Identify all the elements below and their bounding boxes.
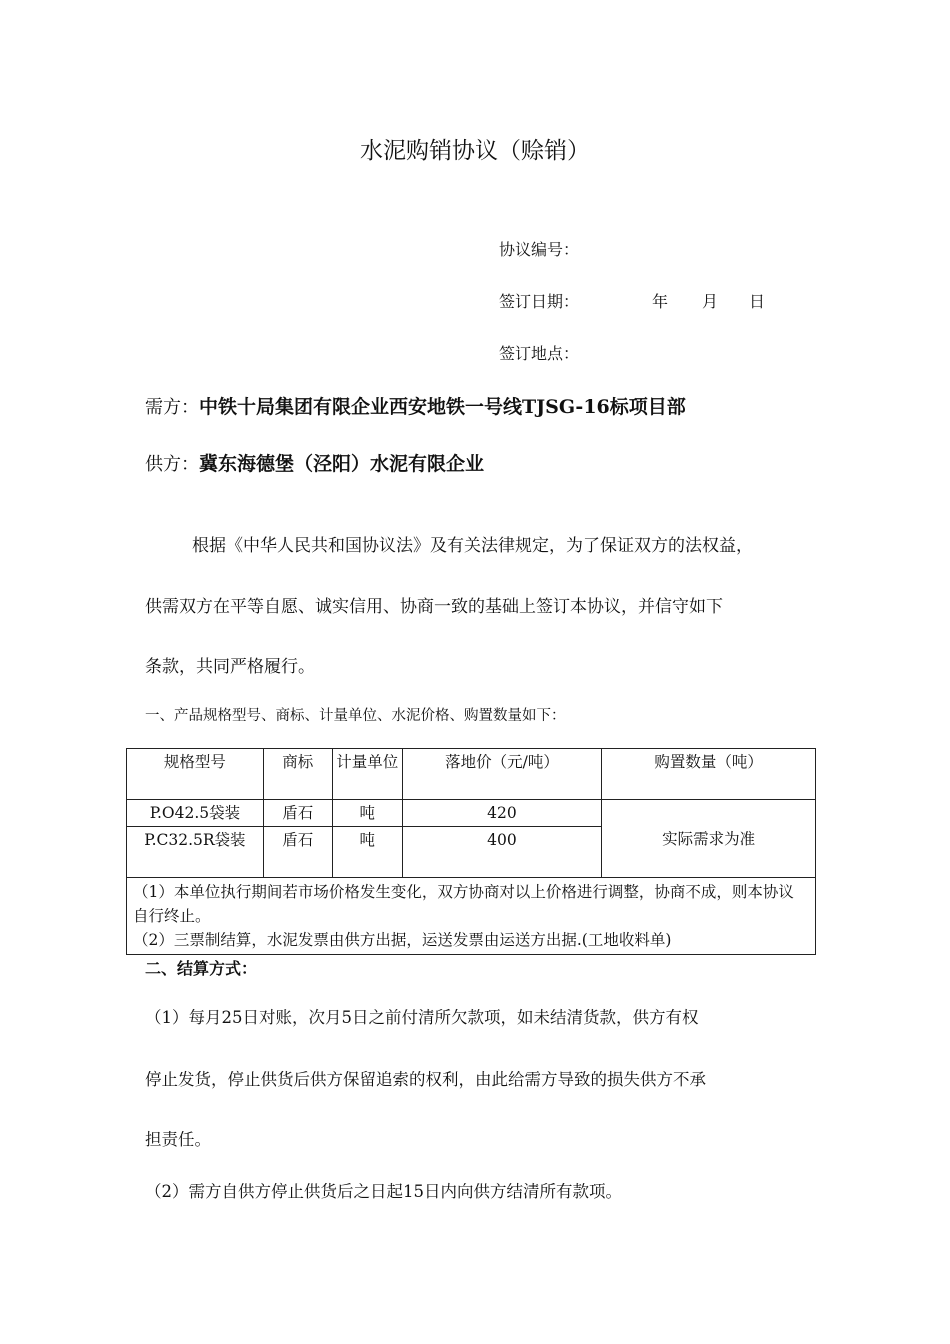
settlement-item-2: （2）需方自供方停止供货后之日起15日内向供方结清所有款项。 [145, 1182, 622, 1201]
seller-name: 冀东海德堡（泾阳）水泥有限企业 [199, 453, 485, 475]
header-unit: 计量单位 [332, 749, 402, 800]
row1-price: 420 [402, 800, 602, 827]
section-1-heading: 一、产品规格型号、商标、计量单位、水泥价格、购置数量如下： [145, 708, 566, 724]
seller-line [145, 449, 484, 476]
sign-date-label: 签订日期： [499, 292, 580, 311]
sign-place-label: 签订地点： [499, 344, 580, 363]
intro-line-2: 供需双方在平等自愿、诚实信用、协商一致的基础上签订本协议，并信守如下 [145, 597, 723, 617]
table-row [127, 800, 816, 827]
row2-price: 400 [402, 827, 602, 878]
header-quantity: 购置数量（吨） [602, 749, 816, 800]
buyer-label: 需方： [145, 397, 199, 418]
row1-unit: 吨 [332, 800, 402, 827]
agreement-number-label: 协议编号： [499, 240, 580, 259]
settlement-item-1-line-1: （1）每月25日对账，次月5日之前付清所欠款项，如未结清货款，供方有权 [145, 1008, 699, 1027]
row2-spec: P.C32.5R袋装 [127, 827, 264, 878]
table-notes [127, 878, 816, 955]
table-header-row [127, 749, 816, 800]
section-2-heading: 二、结算方式： [145, 959, 258, 978]
sign-date-month: 月 [702, 292, 719, 311]
intro-line-1: 根据《中华人民共和国协议法》及有关法律规定，为了保证双方的法权益， [192, 536, 753, 556]
product-spec-table [126, 748, 816, 955]
header-price: 落地价（元/吨） [402, 749, 602, 800]
header-spec: 规格型号 [127, 749, 264, 800]
buyer-line [145, 392, 686, 419]
settlement-item-1-line-3: 担责任。 [145, 1130, 211, 1149]
quantity-note: 实际需求为准 [602, 800, 816, 878]
row1-spec: P.O42.5袋装 [127, 800, 264, 827]
table-note-2: （2）三票制结算，水泥发票由供方出据，运送发票由运送方出据.(工地收料单) [133, 931, 672, 949]
intro-line-3: 条款，共同严格履行。 [145, 657, 315, 677]
table-notes-row [127, 878, 816, 955]
seller-label: 供方： [145, 454, 199, 475]
settlement-item-1-line-2: 停止发货，停止供货后供方保留追索的权利，由此给需方导致的损失供方不承 [145, 1070, 706, 1089]
document-title: 水泥购销协议（赊销） [360, 138, 590, 164]
buyer-name: 中铁十局集团有限企业西安地铁一号线TJSG-16标项目部 [199, 396, 686, 418]
row1-brand: 盾石 [263, 800, 332, 827]
sign-date-year: 年 [652, 292, 669, 311]
row2-brand: 盾石 [263, 827, 332, 878]
sign-date-day: 日 [749, 292, 766, 311]
table-note-1: （1）本单位执行期间若市场价格发生变化，双方协商对以上价格进行调整，协商不成，则本协议自行终止。 [133, 883, 794, 925]
row2-unit: 吨 [332, 827, 402, 878]
header-brand: 商标 [263, 749, 332, 800]
